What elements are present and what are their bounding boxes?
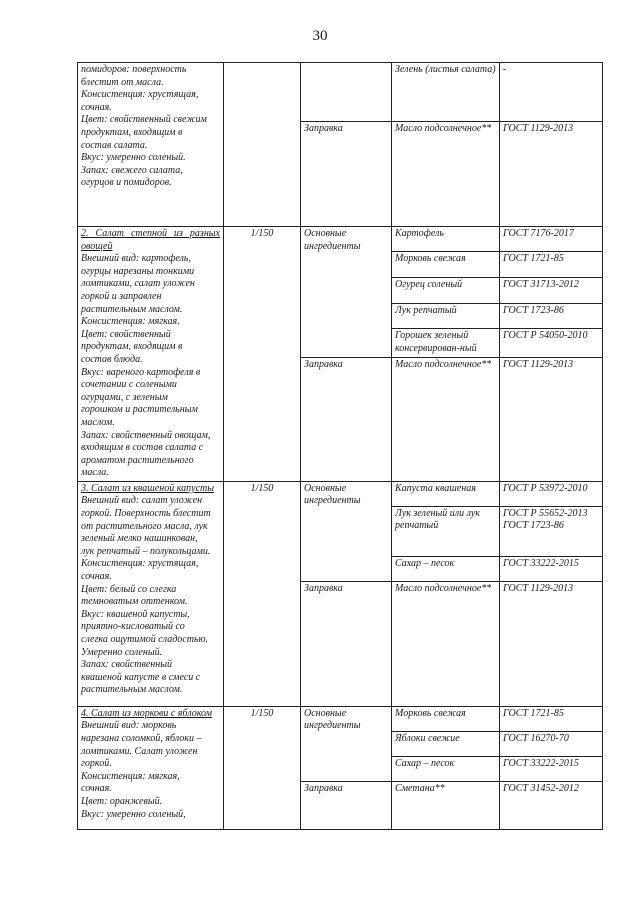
yield-cell xyxy=(224,63,301,227)
description-line: Консистенция: хрустящая, xyxy=(81,89,199,101)
description-line: растительным маслом. xyxy=(81,684,183,696)
ingredient-standard: ГОСТ 16270-70 xyxy=(500,731,603,756)
ingredient-name: Сахар – песок xyxy=(392,756,500,781)
description-line: горкой. Поверхность блестит xyxy=(81,508,211,520)
description-line: Внешний вид: салат уложен xyxy=(81,495,203,507)
dish-description-cell xyxy=(78,706,224,829)
description-line: Консистенция: хрустящая, xyxy=(81,558,199,570)
group-label-cell: Заправка xyxy=(301,581,392,706)
page-number: 30 xyxy=(312,28,328,44)
ingredient-name: Картофель xyxy=(392,227,500,252)
ingredient-standard: ГОСТ 1129-2013 xyxy=(500,122,603,227)
description-line: ломтиками. Салат уложен xyxy=(81,745,198,757)
ingredient-name: Морковь свежая xyxy=(392,706,500,731)
description-line: продуктам, входящим в xyxy=(81,126,183,138)
ingredient-standard: - xyxy=(500,63,603,122)
description-line: ароматом растительного xyxy=(81,454,194,466)
description-line: Внешний вид: картофель, xyxy=(81,253,191,265)
description-line: продуктам, входящим в xyxy=(81,341,183,353)
description-line: входящим в состав салата с xyxy=(81,442,204,454)
description-line: Вкус: квашеной капусты, xyxy=(81,608,190,620)
description-line: огурцов и помидоров. xyxy=(81,177,172,189)
salad-spec-table xyxy=(77,62,603,830)
description-line: горкой. xyxy=(81,758,112,770)
group-label-cell: Основные ингредиенты xyxy=(301,706,392,781)
ingredient-standard: ГОСТ 7176-2017 xyxy=(500,227,603,252)
description-line: масла. xyxy=(81,467,109,479)
description-line: сочная. xyxy=(81,101,112,113)
ingredient-name: Масло подсолнечное** xyxy=(392,122,500,227)
dish-description-cell xyxy=(78,63,224,227)
ingredient-name: Горошек зеленый консервирован-ный xyxy=(392,329,500,358)
ingredient-standard: ГОСТ 1129-2013 xyxy=(500,358,603,482)
ingredient-standard: ГОСТ 1129-2013 xyxy=(500,581,603,706)
ingredient-standard: ГОСТ 1721-85 xyxy=(500,252,603,277)
description-line: состав блюда. xyxy=(81,353,143,365)
ingredient-standard: ГОСТ 31452-2012 xyxy=(500,781,603,829)
description-line: помидоров: поверхность xyxy=(81,64,187,75)
description-line: Запах: свежего салата, xyxy=(81,164,183,176)
ingredient-standard: ГОСТ 1721-85 xyxy=(500,706,603,731)
description-line: Запах: свойственный овощам, xyxy=(81,429,211,441)
description-line: Консистенция: мягкая. xyxy=(81,316,180,328)
description-line: Цвет: белый со слегка xyxy=(81,583,177,595)
description-line: Цвет: оранжевый. xyxy=(81,796,163,808)
group-label-cell: Основные ингредиенты xyxy=(301,227,392,358)
description-line: приятно-кисловатый со xyxy=(81,621,185,633)
description-line: огурцами, с зеленым xyxy=(81,391,168,403)
ingredient-name: Огурец соленый xyxy=(392,277,500,303)
description-line: сочетании с солеными xyxy=(81,379,177,391)
ingredient-name: Масло подсолнечное** xyxy=(392,581,500,706)
dish-title: 4. Салат из моркови с яблоком xyxy=(81,707,213,719)
ingredient-name: Яблоки свежие xyxy=(392,731,500,756)
ingredient-standard: ГОСТ 33222-2015 xyxy=(500,556,603,581)
ingredient-name: Масло подсолнечное** xyxy=(392,358,500,482)
description-line: Вкус: умеренно соленый. xyxy=(81,152,186,164)
description-line: темноватым оттенком. xyxy=(81,596,188,608)
ingredient-name: Сметана** xyxy=(392,781,500,829)
description-line: Внешний вид: морковь xyxy=(81,720,177,732)
description-line: Вкус: умеренно соленый, xyxy=(81,808,186,820)
yield-cell: 1/150 xyxy=(224,227,301,482)
ingredient-name: Морковь свежая xyxy=(392,252,500,277)
group-label-cell: Основные ингредиенты xyxy=(301,481,392,581)
description-line: состав салата. xyxy=(81,139,148,151)
group-label-cell: Заправка xyxy=(301,358,392,482)
description-line: Умеренно соленый. xyxy=(81,646,163,658)
ingredient-standard: ГОСТ 31713-2012 xyxy=(500,277,603,303)
description-line: нарезана соломкой, яблоки – xyxy=(81,733,202,745)
description-line: блестит от масла. xyxy=(81,76,164,88)
description-line: сочная. xyxy=(81,571,112,583)
description-line: огурцы нарезаны тонкими xyxy=(81,265,195,277)
yield-cell: 1/150 xyxy=(224,481,301,706)
ingredient-name: Сахар – песок xyxy=(392,556,500,581)
ingredient-standard: ГОСТ Р 54050-2010 xyxy=(500,329,603,358)
description-line: квашеной капусте в смеси с xyxy=(81,671,201,683)
ingredient-name: Зелень (листья салата) xyxy=(392,63,500,122)
yield-cell: 1/150 xyxy=(224,706,301,829)
group-label-cell: Заправка xyxy=(301,122,392,227)
description-line: Цвет: свойственный свежим xyxy=(81,114,207,126)
ingredient-name: Лук зеленый или лук репчатый xyxy=(392,506,500,556)
dish-description-cell xyxy=(78,481,224,706)
dish-description-cell xyxy=(78,227,224,482)
description-line: Вкус: вареного картофеля в xyxy=(81,366,201,378)
description-line: сочная. xyxy=(81,783,112,795)
ingredient-standard: ГОСТ Р 53972-2010 xyxy=(500,481,603,506)
description-line: горошком и растительным xyxy=(81,404,198,416)
description-line: слегка ощутимой сладостью. xyxy=(81,634,209,645)
group-label-cell xyxy=(301,63,392,122)
description-line: маслом. xyxy=(81,416,115,428)
ingredient-name: Лук репчатый xyxy=(392,304,500,329)
description-line: ломтиками, салат уложен xyxy=(81,278,195,290)
ingredient-standard: ГОСТ Р 55652-2013 ГОСТ 1723-86 xyxy=(500,506,603,556)
ingredient-standard: ГОСТ 1723-86 xyxy=(500,304,603,329)
description-line: от растительного масла, лук xyxy=(81,520,208,532)
group-label-cell: Заправка xyxy=(301,781,392,829)
description-line: Цвет: свойственный xyxy=(81,328,171,340)
ingredient-name: Капуста квашеная xyxy=(392,481,500,506)
dish-title: 3. Салат из квашеной капусты xyxy=(81,482,215,494)
description-line: Консистенция: мягкая, xyxy=(81,770,180,782)
description-line: зеленый мелко нашинкован, xyxy=(81,533,198,545)
ingredient-standard: ГОСТ 33222-2015 xyxy=(500,756,603,781)
description-line: Запах: свойственный xyxy=(81,659,173,671)
description-line: растительным маслом. xyxy=(81,303,183,315)
dish-title: 2. Салат степной из разных овощей xyxy=(81,228,220,252)
description-line: горкой и заправлен xyxy=(81,290,162,302)
description-line: лук репчатый – полукольцами. xyxy=(81,545,211,557)
